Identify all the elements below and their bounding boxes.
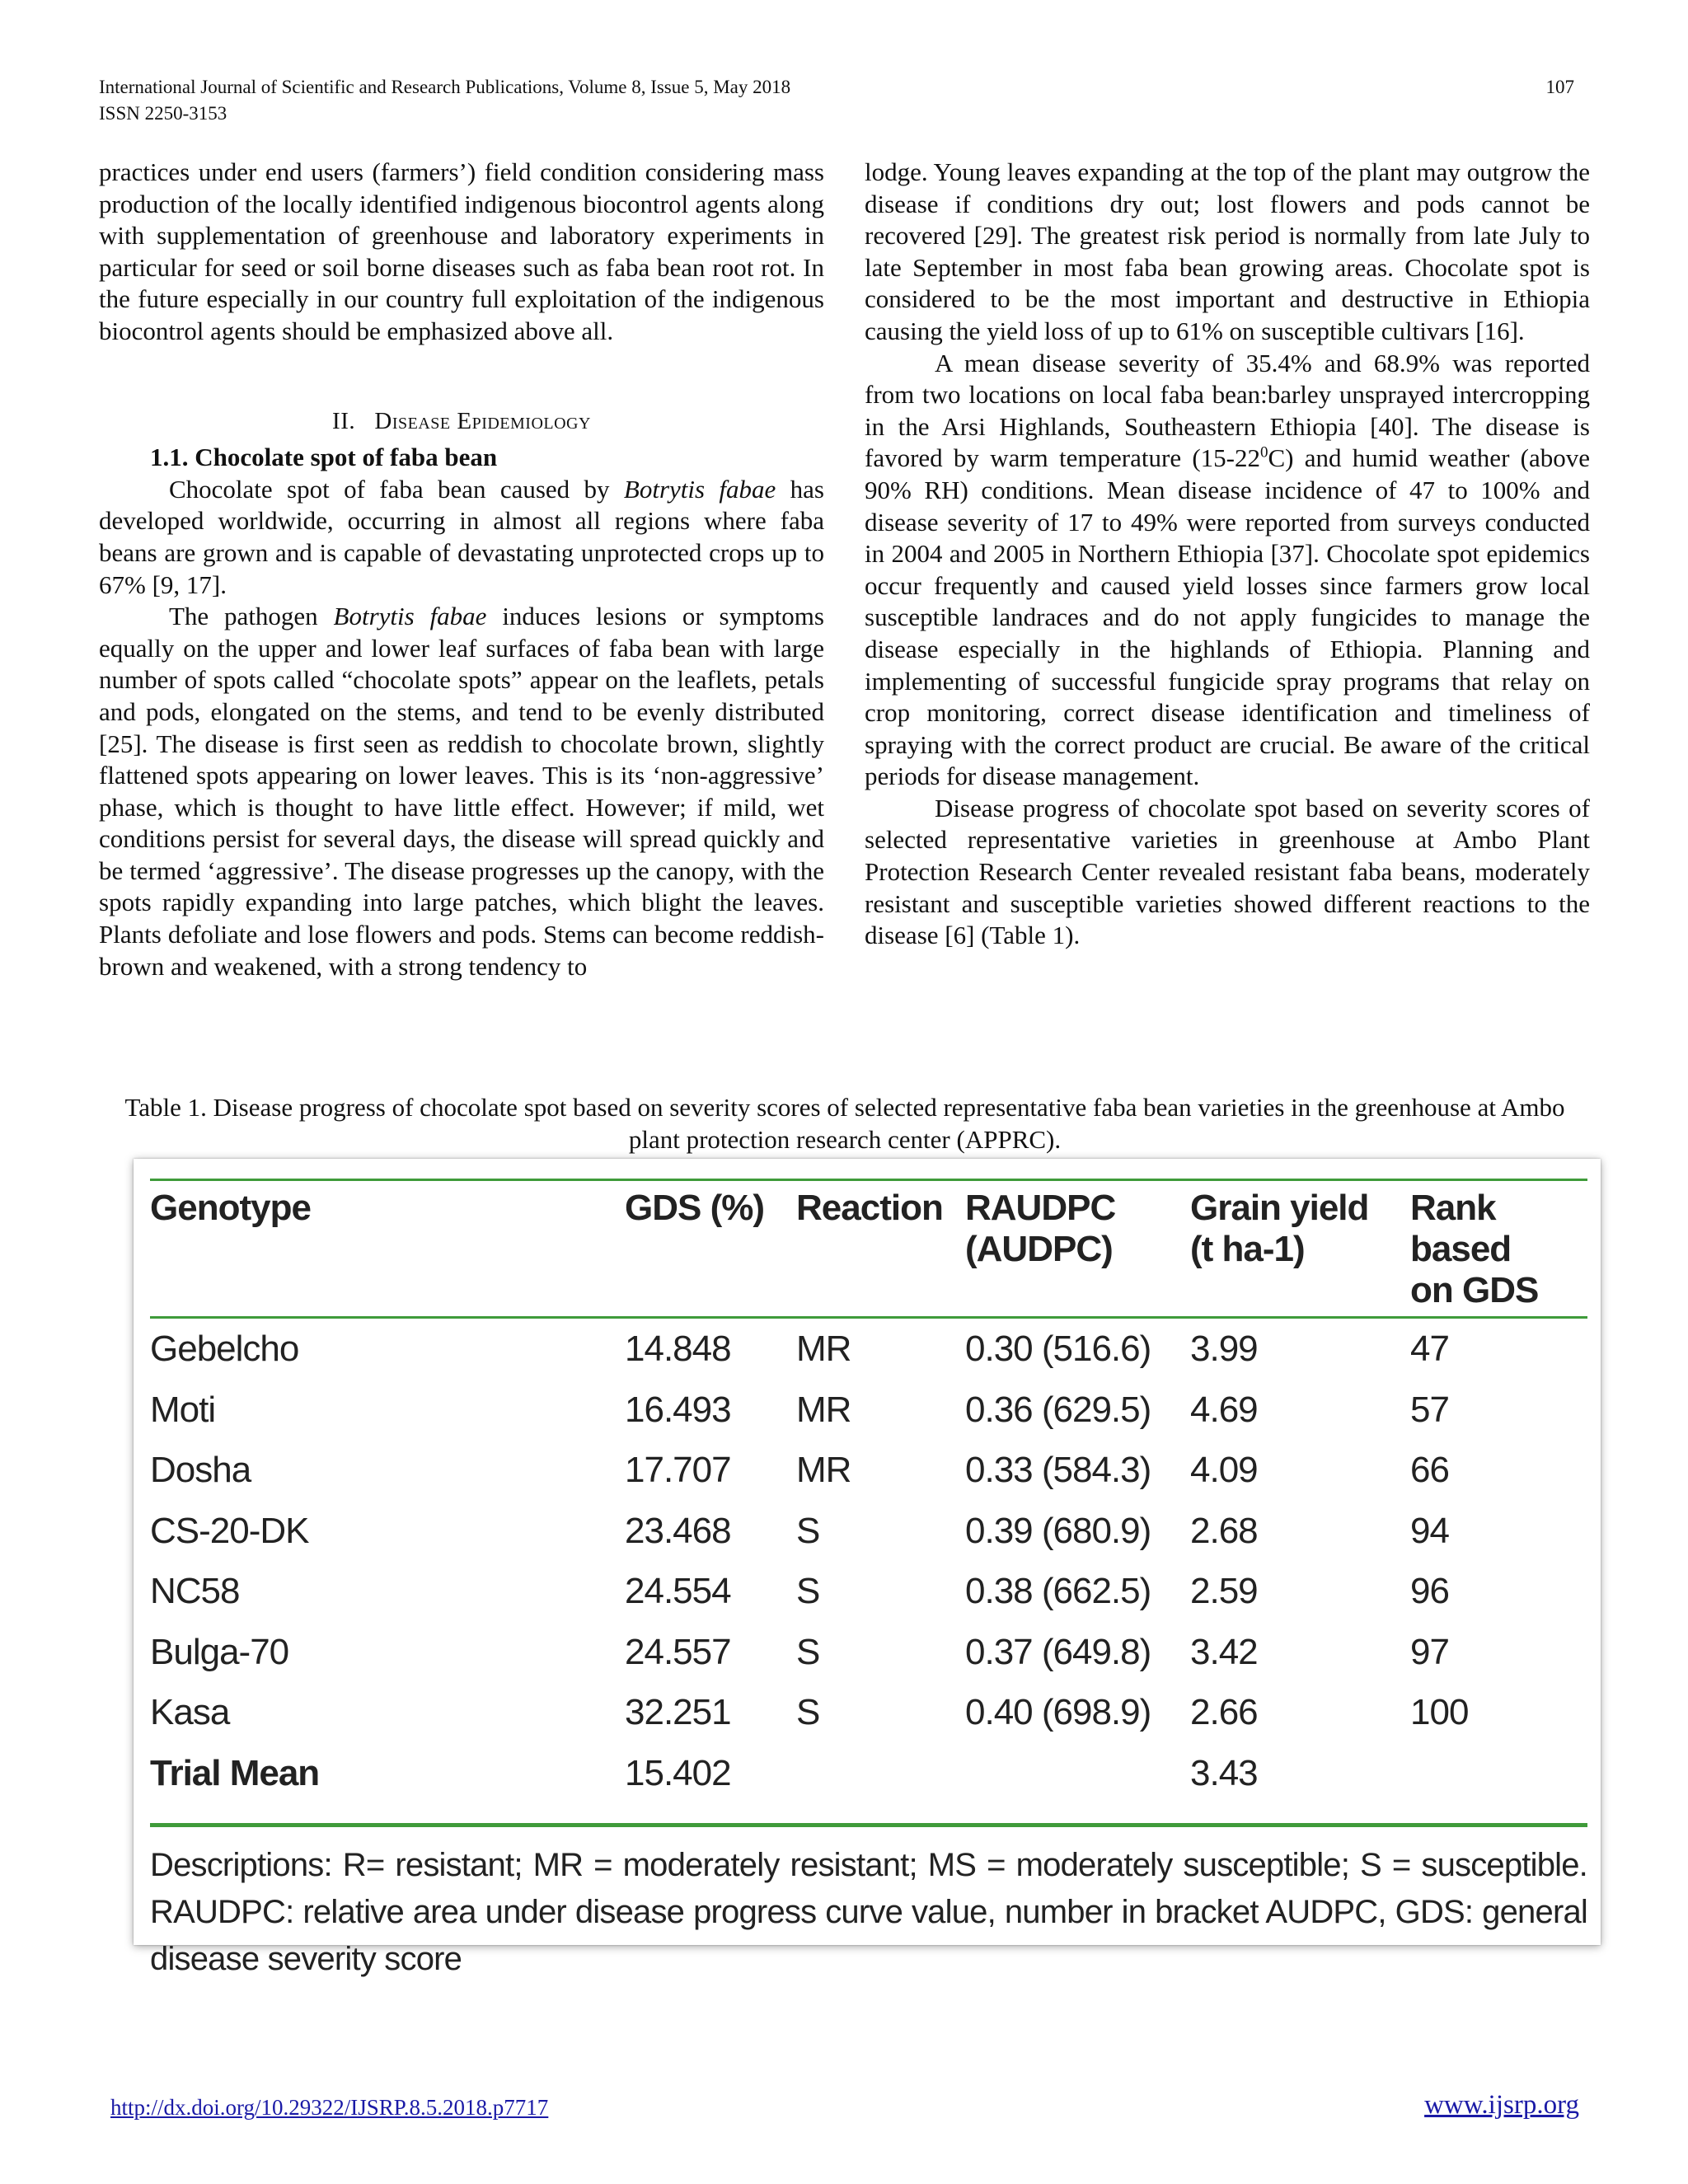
header-grain-yield	[1190, 1181, 1410, 1316]
cell-rank: 96	[1410, 1571, 1449, 1611]
table-row	[150, 1440, 1587, 1501]
cell-empty	[796, 1743, 965, 1804]
section-heading	[99, 405, 824, 438]
cell-rank: 94	[1410, 1510, 1449, 1551]
cell-yield: 3.99	[1190, 1329, 1258, 1369]
cell-reaction: S	[796, 1631, 820, 1672]
left-column	[99, 157, 824, 982]
journal-title: International Journal of Scientific and Research Publications, Volume 8, Issue 5, May 2018	[99, 77, 791, 97]
cell-reaction: S	[796, 1510, 820, 1551]
cell-reaction: S	[796, 1692, 820, 1732]
species-name: Botrytis fabae	[623, 474, 776, 504]
paragraph	[99, 601, 824, 982]
page-number: 107	[1545, 77, 1574, 97]
cell-gds: 17.707	[625, 1450, 731, 1490]
header-genotype: Genotype	[150, 1188, 311, 1228]
header-line: (AUDPC)	[965, 1229, 1113, 1269]
cell-gds: 24.554	[625, 1571, 731, 1611]
cell-raudpc: 0.33 (584.3)	[965, 1450, 1151, 1490]
section-number: II.	[332, 407, 356, 434]
subsection-heading: 1.1. Chocolate spot of faba bean	[150, 443, 498, 472]
cell-reaction: MR	[796, 1329, 851, 1369]
table-bottom-rule	[150, 1823, 1587, 1827]
header-rank	[1410, 1181, 1587, 1316]
header-line: on GDS	[1410, 1270, 1539, 1310]
cell-genotype: NC58	[150, 1571, 240, 1611]
cell-raudpc: 0.36 (629.5)	[965, 1389, 1151, 1430]
table-descriptions: Descriptions: R= resistant; MR = moderately resistant; MS = moderately susceptible; S = susceptible. RAUDPC: relative area under disease progress curve value, number in bracket AUDPC, GDS: general disease severity score	[150, 1847, 1587, 1977]
table-header-row	[150, 1181, 1587, 1316]
section-title: Disease Epidemiology	[374, 407, 591, 434]
text-run: A mean disease severity of 35.4% and 68.9% was reported from two locations on local faba bean:barley unsprayed intercropping in the Arsi Highlands, Southeastern Ethiopia [40]. The disease is favored by warm temperature (15-22	[865, 348, 1590, 473]
table-figure	[134, 1159, 1601, 1977]
journal-site-link[interactable]: www.ijsrp.org	[1424, 2090, 1579, 2120]
cell-genotype: Bulga-70	[150, 1631, 289, 1672]
right-column	[865, 157, 1590, 952]
text-run: Chocolate spot of faba bean caused by	[169, 474, 624, 504]
cell-raudpc: 0.37 (649.8)	[965, 1631, 1151, 1672]
text-run: has developed worldwide, occurring in almost all regions where faba beans are grown and is capable of devastating unprotected crops up to 67% [9, 17].	[99, 474, 824, 599]
cell-yield: 3.42	[1190, 1631, 1258, 1672]
text-run: The pathogen	[169, 602, 334, 631]
table-caption: Table 1. Disease progress of chocolate spot based on severity scores of selected representative faba bean varieties in the greenhouse at Ambo plant protection research center (APPRC).	[124, 1093, 1565, 1154]
issn: ISSN 2250-3153	[99, 103, 227, 124]
table-row	[150, 1319, 1587, 1380]
cell-raudpc: 0.38 (662.5)	[965, 1571, 1151, 1611]
table-mean-row	[150, 1743, 1587, 1804]
cell-genotype: Moti	[150, 1389, 216, 1430]
cell-rank: 97	[1410, 1631, 1449, 1672]
cell-genotype: Dosha	[150, 1450, 251, 1490]
cell-rank: 100	[1410, 1692, 1469, 1732]
cell-yield: 2.66	[1190, 1692, 1258, 1732]
cell-gds: 23.468	[625, 1510, 731, 1551]
cell-genotype: CS-20-DK	[150, 1510, 309, 1551]
cell-mean-label: Trial Mean	[150, 1752, 320, 1793]
cell-empty	[965, 1743, 1190, 1804]
table-row	[150, 1682, 1587, 1743]
cell-mean-gds: 15.402	[625, 1752, 731, 1793]
cell-raudpc: 0.39 (680.9)	[965, 1510, 1151, 1551]
cell-yield: 4.69	[1190, 1389, 1258, 1430]
header-gds: GDS (%)	[625, 1188, 764, 1228]
paragraph: Disease progress of chocolate spot based on severity scores of selected representative varieties in greenhouse at Ambo Plant Protection Research Center revealed resistant faba beans, moderately resistant and susceptible varieties showed different reactions to the disease [6] (Table 1).	[865, 793, 1590, 950]
table-row	[150, 1380, 1587, 1441]
cell-rank: 66	[1410, 1450, 1449, 1490]
cell-raudpc: 0.40 (698.9)	[965, 1692, 1151, 1732]
table-row	[150, 1501, 1587, 1562]
cell-rank: 57	[1410, 1389, 1449, 1430]
page-header	[99, 74, 1574, 127]
header-raudpc	[965, 1181, 1190, 1316]
cell-gds: 14.848	[625, 1329, 731, 1369]
paragraph	[865, 348, 1590, 793]
cell-rank: 47	[1410, 1329, 1449, 1369]
table-row	[150, 1622, 1587, 1683]
header-line: Grain yield	[1190, 1188, 1369, 1228]
cell-genotype: Gebelcho	[150, 1329, 299, 1369]
cell-yield: 2.59	[1190, 1571, 1258, 1611]
paragraph-continued: lodge. Young leaves expanding at the top of the plant may outgrow the disease if conditions dry out; lost flowers and pods cannot be recovered [29]. The greatest risk period is normally from late July to late September in most faba bean growing areas. Chocolate spot is considered to be the most important and destructive in Ethiopia causing the yield loss of up to 61% on susceptible cultivars [16].	[865, 157, 1590, 345]
text-run: induces lesions or symptoms equally on the upper and lower leaf surfaces of faba bean with large number of spots called “chocolate spots” appear on the leaflets, petals and pods, elongated on the stems, and tend to be evenly distributed [25]. The disease is first seen as reddish to chocolate brown, slightly flattened spots appearing on lower leaves. This is its ‘non-aggressive’ phase, which is thought to have little effect. However; if mild, wet conditions persist for several days, the disease will spread quickly and be termed ‘aggressive’. The disease progresses up the canopy, with the spots rapidly expanding into large patches, which blight the leaves. Plants defoliate and lose flowers and pods. Stems can become reddish-brown and weakened, with a strong tendency to	[99, 602, 824, 981]
species-name: Botrytis fabae	[333, 602, 487, 631]
cell-gds: 24.557	[625, 1631, 731, 1672]
cell-mean-yield: 3.43	[1190, 1752, 1258, 1793]
header-reaction: Reaction	[796, 1188, 943, 1228]
doi-link[interactable]: http://dx.doi.org/10.29322/IJSRP.8.5.2018.p7717	[110, 2095, 549, 2120]
cell-reaction: MR	[796, 1389, 851, 1430]
cell-gds: 32.251	[625, 1692, 731, 1732]
cell-yield: 4.09	[1190, 1450, 1258, 1490]
table-row	[150, 1561, 1587, 1622]
header-line: RAUDPC	[965, 1188, 1116, 1228]
cell-empty	[1410, 1743, 1587, 1804]
text-run: C) and humid weather (above 90% RH) conditions. Mean disease incidence of 47 to 100% and disease severity of 17 to 49% were reported from surveys conducted in 2004 and 2005 in Northern Ethiopia [37]. Chocolate spot epidemics occur frequently and caused yield losses since farmers grow local susceptible landraces and do not apply fungicides to manage the disease especially in the highlands of Ethiopia. Planning and implementing of successful fungicide spray programs that relay on crop monitoring, correct disease identification and timeliness of spraying with the correct product are crucial. Be aware of the critical periods for disease management.	[865, 443, 1590, 791]
data-table	[150, 1181, 1587, 1803]
superscript: 0	[1260, 444, 1268, 462]
paragraph	[99, 474, 824, 601]
header-line: (t ha-1)	[1190, 1229, 1305, 1269]
paragraph-continued: practices under end users (farmers’) field condition considering mass production of the locally identified indigenous biocontrol agents along with supplementation of greenhouse and laboratory experiments in particular for seed or soil borne diseases such as faba bean root rot. In the future especially in our country full exploitation of the indigenous biocontrol agents should be emphasized above all.	[99, 157, 824, 345]
cell-reaction: S	[796, 1571, 820, 1611]
cell-gds: 16.493	[625, 1389, 731, 1430]
header-line: Rank based	[1410, 1188, 1512, 1269]
cell-reaction: MR	[796, 1450, 851, 1490]
cell-yield: 2.68	[1190, 1510, 1258, 1551]
cell-raudpc: 0.30 (516.6)	[965, 1329, 1151, 1369]
cell-genotype: Kasa	[150, 1692, 230, 1732]
